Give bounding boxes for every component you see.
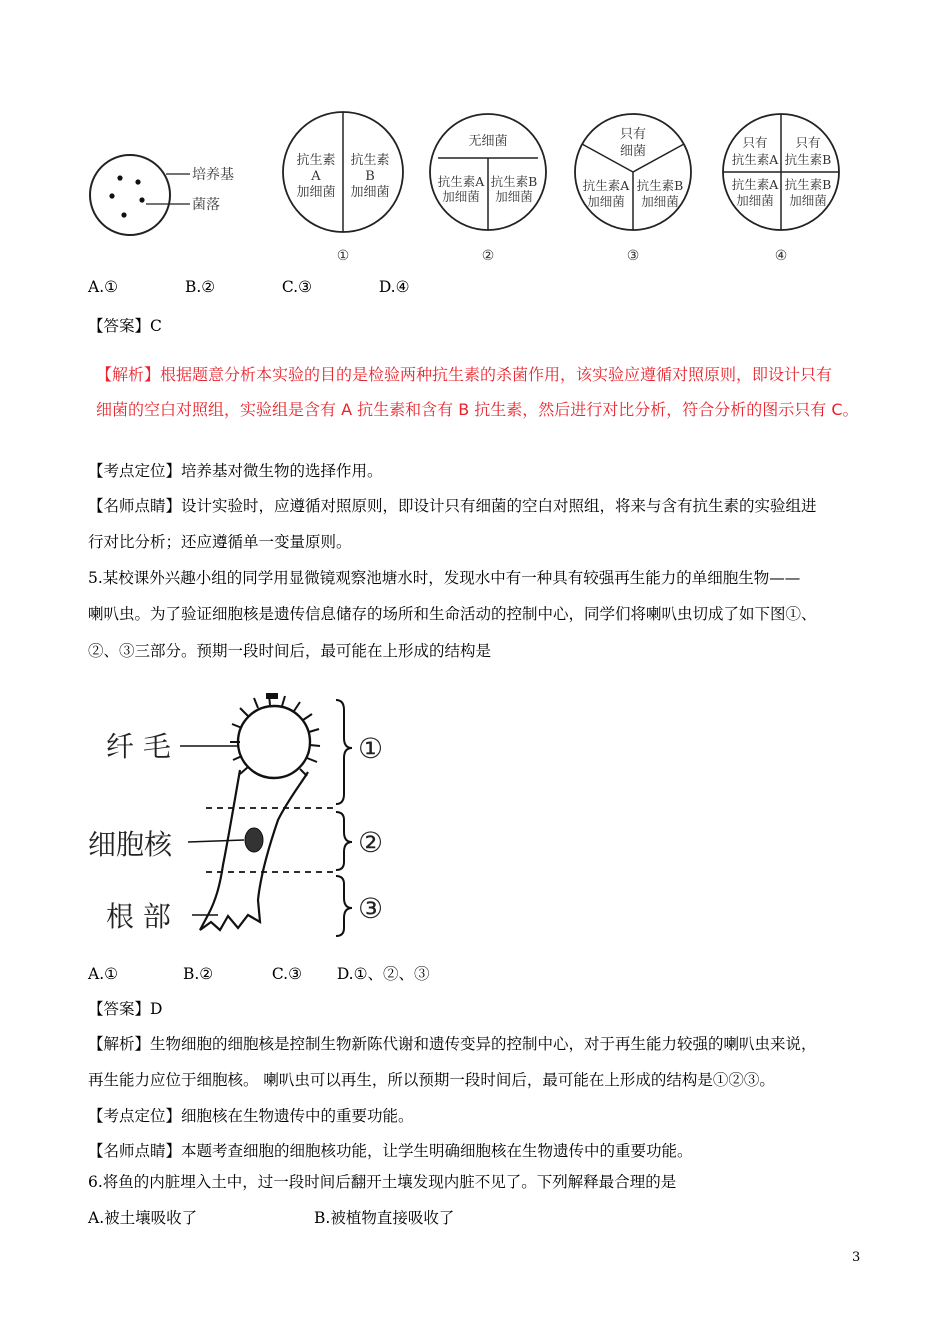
svg-text:只有: 只有 xyxy=(619,127,647,142)
diagram-4-number: ④ xyxy=(774,248,788,264)
svg-text:加细菌: 加细菌 xyxy=(296,185,336,200)
q4-mingshi-line2: 行对比分析；还应遵循单一变量原则。 xyxy=(88,533,352,551)
nucleus-label: 细胞核 xyxy=(88,828,173,861)
diagram-3-number: ③ xyxy=(626,248,640,264)
svg-text:加细菌: 加细菌 xyxy=(350,185,390,200)
q4-option-a: A.① xyxy=(88,278,119,296)
svg-text:加细菌: 加细菌 xyxy=(736,193,774,208)
section-braces xyxy=(336,700,352,936)
cilia-label: 纤 毛 xyxy=(106,730,171,763)
svg-text:只有: 只有 xyxy=(742,135,768,150)
svg-text:抗生素: 抗生素 xyxy=(350,153,390,168)
q5-stem-line3: ②、③三部分。预期一段时间后，最可能在上形成的结构是 xyxy=(88,642,492,660)
part-2-label: ② xyxy=(358,826,384,859)
svg-text:只有: 只有 xyxy=(795,135,821,150)
svg-text:抗生素B: 抗生素B xyxy=(490,174,538,189)
part-3-label: ③ xyxy=(358,892,384,925)
root-label: 根 部 xyxy=(106,900,171,933)
svg-text:抗生素A: 抗生素A xyxy=(731,177,779,192)
q5-stem-line2: 喇叭虫。为了验证细胞核是遗传信息储存的场所和生命活动的控制中心，同学们将喇叭虫切成了如下图①、 xyxy=(88,605,817,623)
q4-analysis-line1: 【解析】根据题意分析本实验的目的是检验两种抗生素的杀菌作用，该实验应遵循对照原则，即设计只有 xyxy=(96,365,833,384)
svg-text:A: A xyxy=(311,169,321,184)
diagram-4 xyxy=(723,114,839,264)
q6-option-b: B.被植物直接吸收了 xyxy=(314,1209,455,1227)
nucleus-shape xyxy=(245,828,263,852)
svg-text:加细菌: 加细菌 xyxy=(442,189,480,204)
diagram-3 xyxy=(575,114,691,264)
svg-text:加细菌: 加细菌 xyxy=(495,189,533,204)
svg-text:加细菌: 加细菌 xyxy=(789,193,827,208)
q4-mingshi-line1: 【名师点睛】设计实验时，应遵循对照原则，即设计只有细菌的空白对照组，将来与含有抗生素的实验组进 xyxy=(88,497,817,515)
svg-text:加细菌: 加细菌 xyxy=(587,194,625,209)
q5-option-d: D.①、②、③ xyxy=(336,965,430,983)
q4-analysis-line2: 细菌的空白对照组，实验组是含有 A 抗生素和含有 B 抗生素，然后进行对比分析，符合分析的图示只有 C。 xyxy=(96,400,859,419)
svg-text:抗生素B: 抗生素B xyxy=(784,177,832,192)
petri-dish xyxy=(90,155,234,235)
q4-option-b: B.② xyxy=(184,278,216,296)
q5-analysis-line1: 【解析】生物细胞的细胞核是控制生物新陈代谢和遗传变异的控制中心，对于再生能力较强的喇叭虫来说， xyxy=(88,1035,817,1053)
trumpet-worm-figure xyxy=(88,690,408,950)
q5-kaodian: 【考点定位】细胞核在生物遗传中的重要功能。 xyxy=(88,1107,414,1125)
q4-option-d: D.④ xyxy=(378,278,410,296)
q5-analysis-line2: 再生能力应位于细胞核。 喇叭虫可以再生，所以预期一段时间后，最可能在上形成的结构是①②③。 xyxy=(88,1071,775,1089)
q6-stem: 6.将鱼的内脏埋入土中，过一段时间后翻开土壤发现内脏不见了。下列解释最合理的是 xyxy=(88,1173,677,1191)
svg-text:抗生素: 抗生素 xyxy=(296,153,336,168)
q6-option-a: A.被土壤吸收了 xyxy=(88,1209,198,1227)
colony-label: 菌落 xyxy=(192,197,220,213)
colony-dot xyxy=(121,212,126,217)
medium-label: 培养基 xyxy=(192,167,234,183)
diagram-2-number: ② xyxy=(481,248,495,264)
colony-dot xyxy=(135,179,140,184)
colony-dot xyxy=(109,193,114,198)
svg-text:抗生素B: 抗生素B xyxy=(636,178,684,193)
q4-answer: 【答案】C xyxy=(88,317,162,335)
q5-option-b: B.② xyxy=(182,965,214,983)
q5-option-c: C.③ xyxy=(271,965,303,983)
svg-text:抗生素B: 抗生素B xyxy=(784,152,832,167)
svg-text:细菌: 细菌 xyxy=(619,144,647,159)
q4-kaodian: 【考点定位】培养基对微生物的选择作用。 xyxy=(88,462,383,480)
svg-text:加细菌: 加细菌 xyxy=(641,194,679,209)
q4-options xyxy=(88,278,410,296)
q5-answer: 【答案】D xyxy=(88,1000,163,1018)
colony-dot xyxy=(139,197,144,202)
diagram-1 xyxy=(283,112,403,264)
q5-stem-line1: 5.某校课外兴趣小组的同学用显微镜观察池塘水时，发现水中有一种具有较强再生能力的单细胞生物—— xyxy=(88,569,801,587)
diagram-2 xyxy=(430,114,546,264)
q4-option-c: C.③ xyxy=(281,278,313,296)
q5-mingshi: 【名师点睛】本题考查细胞的细胞核功能，让学生明确细胞核在生物遗传中的重要功能。 xyxy=(88,1142,693,1160)
q5-option-a: A.① xyxy=(88,965,119,983)
svg-text:抗生素A: 抗生素A xyxy=(582,178,630,193)
colony-dot xyxy=(117,175,122,180)
svg-text:抗生素A: 抗生素A xyxy=(437,174,485,189)
svg-text:B: B xyxy=(365,169,375,184)
q4-figure xyxy=(80,100,870,270)
part-1-label: ① xyxy=(358,732,384,765)
svg-text:抗生素A: 抗生素A xyxy=(731,152,779,167)
page-number: 3 xyxy=(852,1250,861,1265)
diagram-1-number: ① xyxy=(336,248,350,264)
q5-options xyxy=(88,962,430,984)
svg-text:无细菌: 无细菌 xyxy=(468,134,508,149)
